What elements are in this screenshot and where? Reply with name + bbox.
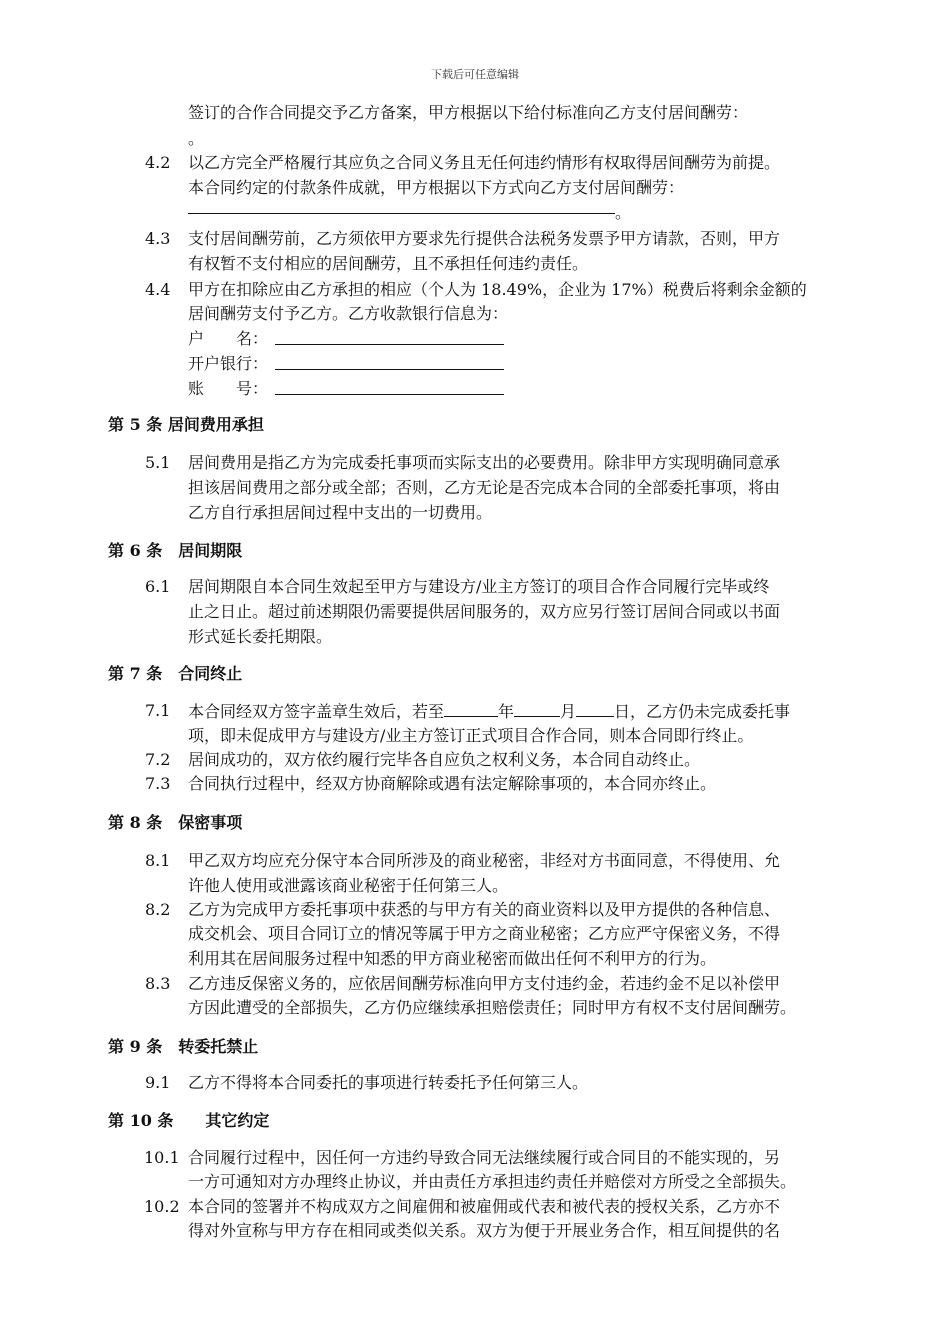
clause-number: 10.1 [144, 1148, 180, 1167]
clause-number: 4.4 [145, 280, 171, 299]
paragraph-line: 成交机会、项目合同订立的情况等属于甲方之商业秘密；乙方应严守保密义务，不得 [188, 924, 781, 943]
paragraph-line: 以乙方完全严格履行其应负之合同义务且无任何违约情形有权取得居间酬劳为前提。 [188, 153, 781, 172]
clause-number: 7.1 [145, 701, 171, 720]
section-title: 第 5 条 居间费用承担 [108, 415, 264, 434]
section-title: 第 10 条 其它约定 [108, 1111, 270, 1130]
paragraph-line: 乙方为完成甲方委托事项中获悉的与甲方有关的商业资料以及甲方提供的各种信息、 [188, 900, 781, 919]
fill-in-blank-line [188, 213, 615, 214]
clause-number: 7.2 [145, 750, 171, 769]
section-title: 第 8 条 保密事项 [108, 813, 243, 832]
paragraph-line: 得对外宣称与甲方存在相同或类似关系。双方为便于开展业务合作，相互间提供的名 [188, 1221, 781, 1240]
paragraph-line: 一方可通知对方办理终止协议，并由责任方承担违约责任并赔偿对方所受之全部损失。 [188, 1172, 797, 1191]
section-title: 第 6 条 居间期限 [108, 541, 243, 560]
clause-number: 6.1 [145, 577, 171, 596]
paragraph-line: 居间期限自本合同生效起至甲方与建设方/业主方签订的项目合作合同履行完毕或终 [188, 577, 770, 596]
paragraph-line: 止之日止。超过前述期限仍需要提供居间服务的，双方应另行签订居间合同或以书面 [188, 602, 781, 621]
paragraph-line: 有权暂不支付相应的居间酬劳，且不承担任何违约责任。 [188, 254, 589, 273]
paragraph-line: 本合同的签署并不构成双方之间雇佣和被雇佣或代表和被代表的授权关系，乙方亦不 [188, 1197, 781, 1216]
paragraph-line: 担该居间费用之部分或全部；否则，乙方无论是否完成本合同的全部委托事项，将由 [188, 478, 781, 497]
account-number-label: 账 号： [188, 379, 269, 398]
section-title: 第 7 条 合同终止 [108, 664, 243, 683]
paragraph-line: 支付居间酬劳前，乙方须依甲方要求先行提供合法税务发票予甲方请款，否则，甲方 [188, 229, 781, 248]
clause-number: 10.2 [144, 1197, 180, 1216]
paragraph-line [188, 700, 790, 723]
bank-name-blank [275, 369, 504, 370]
clause-number: 4.3 [145, 229, 171, 248]
paragraph-line: 签订的合作合同提交予乙方备案，甲方根据以下给付标准向乙方支付居间酬劳： [188, 103, 749, 122]
page-header-note: 下载后可任意编辑 [431, 68, 519, 81]
paragraph-line: 项，即未促成甲方与建设方/业主方签订正式项目合作合同，则本合同即行终止。 [188, 726, 754, 745]
paragraph-line: 利用其在居间服务过程中知悉的甲方商业秘密而做出任何不利甲方的行为。 [188, 949, 717, 968]
account-name-blank [275, 344, 504, 345]
paragraph-line: 甲乙双方均应充分保守本合同所涉及的商业秘密，非经对方书面同意，不得使用、允 [188, 851, 781, 870]
account-name-label: 户 名： [188, 329, 269, 348]
clause-number: 5.1 [145, 453, 171, 472]
text-span: 月 [560, 702, 577, 721]
bank-name-label: 开户银行： [188, 354, 269, 373]
paragraph-line: 合同履行过程中，因任何一方违约导致合同无法继续履行或合同目的不能实现的，另 [188, 1148, 781, 1167]
month-blank [514, 700, 560, 717]
paragraph-line: 居间酬劳支付予乙方。乙方收款银行信息为： [188, 304, 509, 323]
clause-number: 8.1 [145, 851, 171, 870]
section-title: 第 9 条 转委托禁止 [108, 1037, 259, 1056]
paragraph-line: 乙方违反保密义务的，应依居间酬劳标准向甲方支付违约金，若违约金不足以补偿甲 [188, 974, 781, 993]
paragraph-line: 本合同约定的付款条件成就，甲方根据以下方式向乙方支付居间酬劳： [188, 178, 685, 197]
account-number-blank [275, 394, 504, 395]
paragraph-line: 。 [615, 203, 632, 222]
clause-number: 4.2 [145, 153, 171, 172]
text-span: 日，乙方仍未完成委托事 [614, 702, 791, 721]
clause-number: 7.3 [145, 774, 171, 793]
paragraph-line: 乙方自行承担居间过程中支出的一切费用。 [188, 503, 493, 522]
clause-number: 9.1 [145, 1073, 171, 1092]
clause-number: 8.2 [145, 900, 171, 919]
text-span: 本合同经双方签字盖章生效后，若至 [188, 702, 445, 721]
paragraph-line: 居间成功的，双方依约履行完毕各自应负之权利义务，本合同自动终止。 [188, 750, 701, 769]
paragraph-line: 甲方在扣除应由乙方承担的相应（个人为 18.49%，企业为 17%）税费后将剩余金额的 [188, 280, 807, 299]
clause-number: 8.3 [145, 974, 171, 993]
paragraph-line: 方因此遭受的全部损失，乙方仍应继续承担赔偿责任；同时甲方有权不支付居间酬劳。 [188, 998, 797, 1017]
paragraph-line: 许他人使用或泄露该商业秘密于任何第三人。 [188, 876, 509, 895]
paragraph-line: 。 [188, 129, 205, 148]
paragraph-line: 合同执行过程中，经双方协商解除或遇有法定解除事项的，本合同亦终止。 [188, 774, 717, 793]
year-blank [444, 700, 498, 717]
day-blank [576, 700, 614, 717]
text-span: 年 [498, 702, 515, 721]
paragraph-line: 居间费用是指乙方为完成委托事项而实际支出的必要费用。除非甲方实现明确同意承 [188, 453, 781, 472]
paragraph-line: 形式延长委托期限。 [188, 627, 333, 646]
paragraph-line: 乙方不得将本合同委托的事项进行转委托予任何第三人。 [188, 1073, 589, 1092]
